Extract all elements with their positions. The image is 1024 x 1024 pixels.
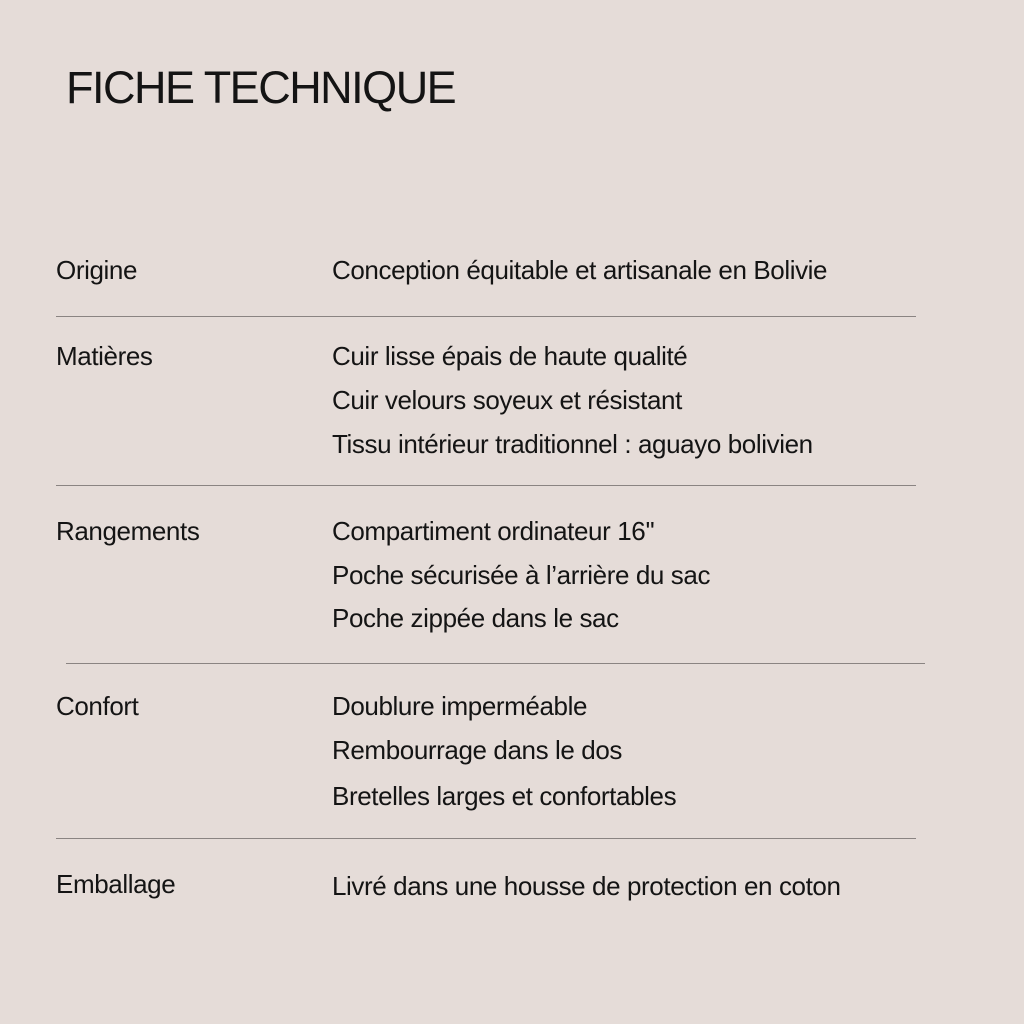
- row-label-confort: Confort: [56, 691, 139, 721]
- row-value-rangements-1: Compartiment ordinateur 16'': [332, 516, 655, 546]
- row-label-rangements: Rangements: [56, 516, 200, 546]
- row-label-matieres: Matières: [56, 341, 153, 371]
- row-value-origine-1: Conception équitable et artisanale en Bolivie: [332, 255, 828, 285]
- row-value-matieres-3: Tissu intérieur traditionnel : aguayo bolivien: [332, 429, 813, 459]
- divider-2: [56, 485, 916, 486]
- page-title: FICHE TECHNIQUE: [66, 62, 456, 113]
- row-value-confort-1: Doublure imperméable: [332, 691, 588, 721]
- row-value-matieres-2: Cuir velours soyeux et résistant: [332, 385, 682, 415]
- row-value-emballage-1: Livré dans une housse de protection en coton: [332, 871, 841, 901]
- row-value-rangements-3: Poche zippée dans le sac: [332, 603, 619, 633]
- row-value-confort-3: Bretelles larges et confortables: [332, 781, 677, 811]
- divider-1: [56, 316, 916, 317]
- row-value-confort-2: Rembourrage dans le dos: [332, 735, 622, 765]
- divider-4: [56, 838, 916, 839]
- row-label-emballage: Emballage: [56, 869, 176, 899]
- divider-3: [66, 663, 925, 664]
- row-value-rangements-2: Poche sécurisée à l’arrière du sac: [332, 560, 711, 590]
- row-label-origine: Origine: [56, 255, 138, 285]
- row-value-matieres-1: Cuir lisse épais de haute qualité: [332, 341, 688, 371]
